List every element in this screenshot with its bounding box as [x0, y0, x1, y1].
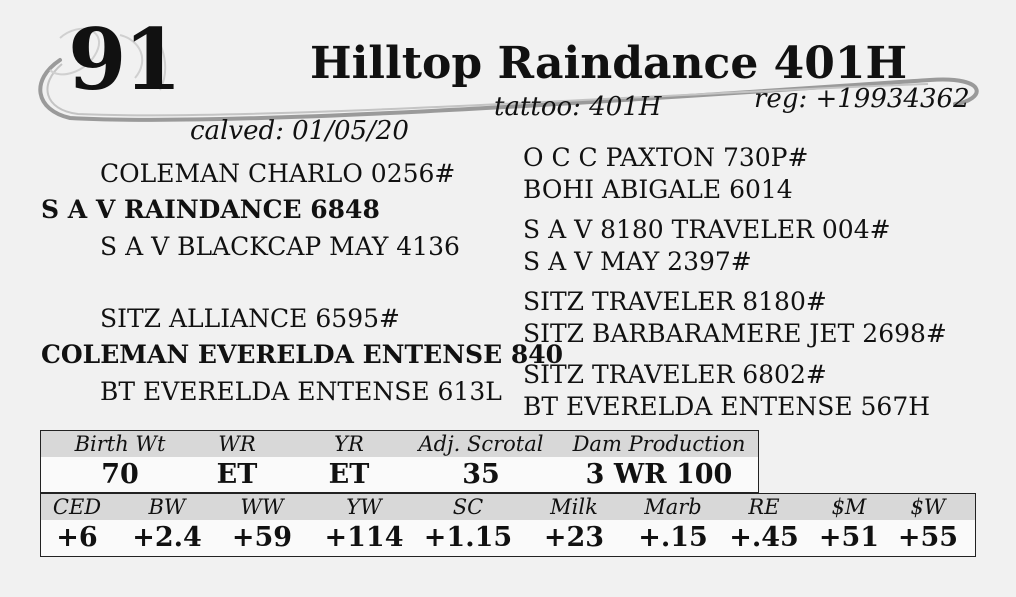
dam-sire-sire: SITZ TRAVELER 8180# — [523, 287, 827, 316]
perf-value-dam-production: 3 WR 100 — [585, 459, 733, 490]
perf-header-birth-wt: Birth Wt — [74, 432, 166, 456]
epd-header-dollar-m: $M — [831, 495, 867, 519]
sire-sire: COLEMAN CHARLO 0256# — [100, 159, 456, 188]
epd-table — [40, 493, 976, 557]
sire-dam-sire: S A V 8180 TRAVELER 004# — [523, 215, 891, 244]
dam-dam-dam: BT EVERELDA ENTENSE 567H — [523, 392, 931, 421]
perf-value-yr: ET — [328, 459, 370, 490]
epd-header-yw: YW — [346, 495, 382, 519]
epd-value-re: +.45 — [729, 522, 799, 553]
epd-value-bw: +2.4 — [132, 522, 202, 553]
perf-header-adj-scrotal: Adj. Scrotal — [418, 432, 544, 456]
perf-header-dam-production: Dam Production — [572, 432, 746, 456]
epd-value-dollar-m: +51 — [818, 522, 880, 553]
epd-value-yw: +114 — [324, 522, 404, 553]
perf-header-yr: YR — [334, 432, 364, 456]
epd-header-bw: BW — [148, 495, 186, 519]
perf-header-wr: WR — [218, 432, 256, 456]
dam-sire-dam: SITZ BARBARAMERE JET 2698# — [523, 319, 947, 348]
sire-dam: S A V BLACKCAP MAY 4136 — [100, 232, 460, 261]
epd-value-ww: +59 — [231, 522, 293, 553]
perf-value-wr: ET — [216, 459, 258, 490]
animal-name: Hilltop Raindance 401H — [310, 38, 908, 89]
epd-header-marb: Marb — [644, 495, 702, 519]
epd-header-milk: Milk — [550, 495, 598, 519]
sire-dam-dam: S A V MAY 2397# — [523, 247, 752, 276]
sire-name: S A V RAINDANCE 6848 — [41, 195, 380, 224]
sire-sire-dam: BOHI ABIGALE 6014 — [523, 175, 793, 204]
epd-value-marb: +.15 — [638, 522, 708, 553]
perf-value-birth-wt: 70 — [101, 459, 139, 490]
epd-header-sc: SC — [452, 495, 484, 519]
lot-number: 91 — [68, 10, 179, 109]
epd-value-milk: +23 — [543, 522, 605, 553]
dam-dam: BT EVERELDA ENTENSE 613L — [100, 377, 502, 406]
dam-dam-sire: SITZ TRAVELER 6802# — [523, 360, 827, 389]
epd-header-ww: WW — [240, 495, 284, 519]
epd-value-sc: +1.15 — [423, 522, 513, 553]
dam-sire: SITZ ALLIANCE 6595# — [100, 304, 400, 333]
epd-header-re: RE — [748, 495, 780, 519]
epd-header-ced: CED — [52, 495, 102, 519]
performance-table — [40, 430, 759, 493]
epd-value-dollar-w: +55 — [897, 522, 959, 553]
epd-header-dollar-w: $W — [910, 495, 946, 519]
calved-date: calved: 01/05/20 — [190, 116, 409, 146]
perf-value-adj-scrotal: 35 — [462, 459, 500, 490]
registration-number: reg: +19934362 — [754, 84, 970, 114]
epd-value-ced: +6 — [56, 522, 98, 553]
dam-name: COLEMAN EVERELDA ENTENSE 840 — [41, 340, 564, 369]
sire-sire-sire: O C C PAXTON 730P# — [523, 143, 809, 172]
tattoo: tattoo: 401H — [494, 92, 662, 122]
